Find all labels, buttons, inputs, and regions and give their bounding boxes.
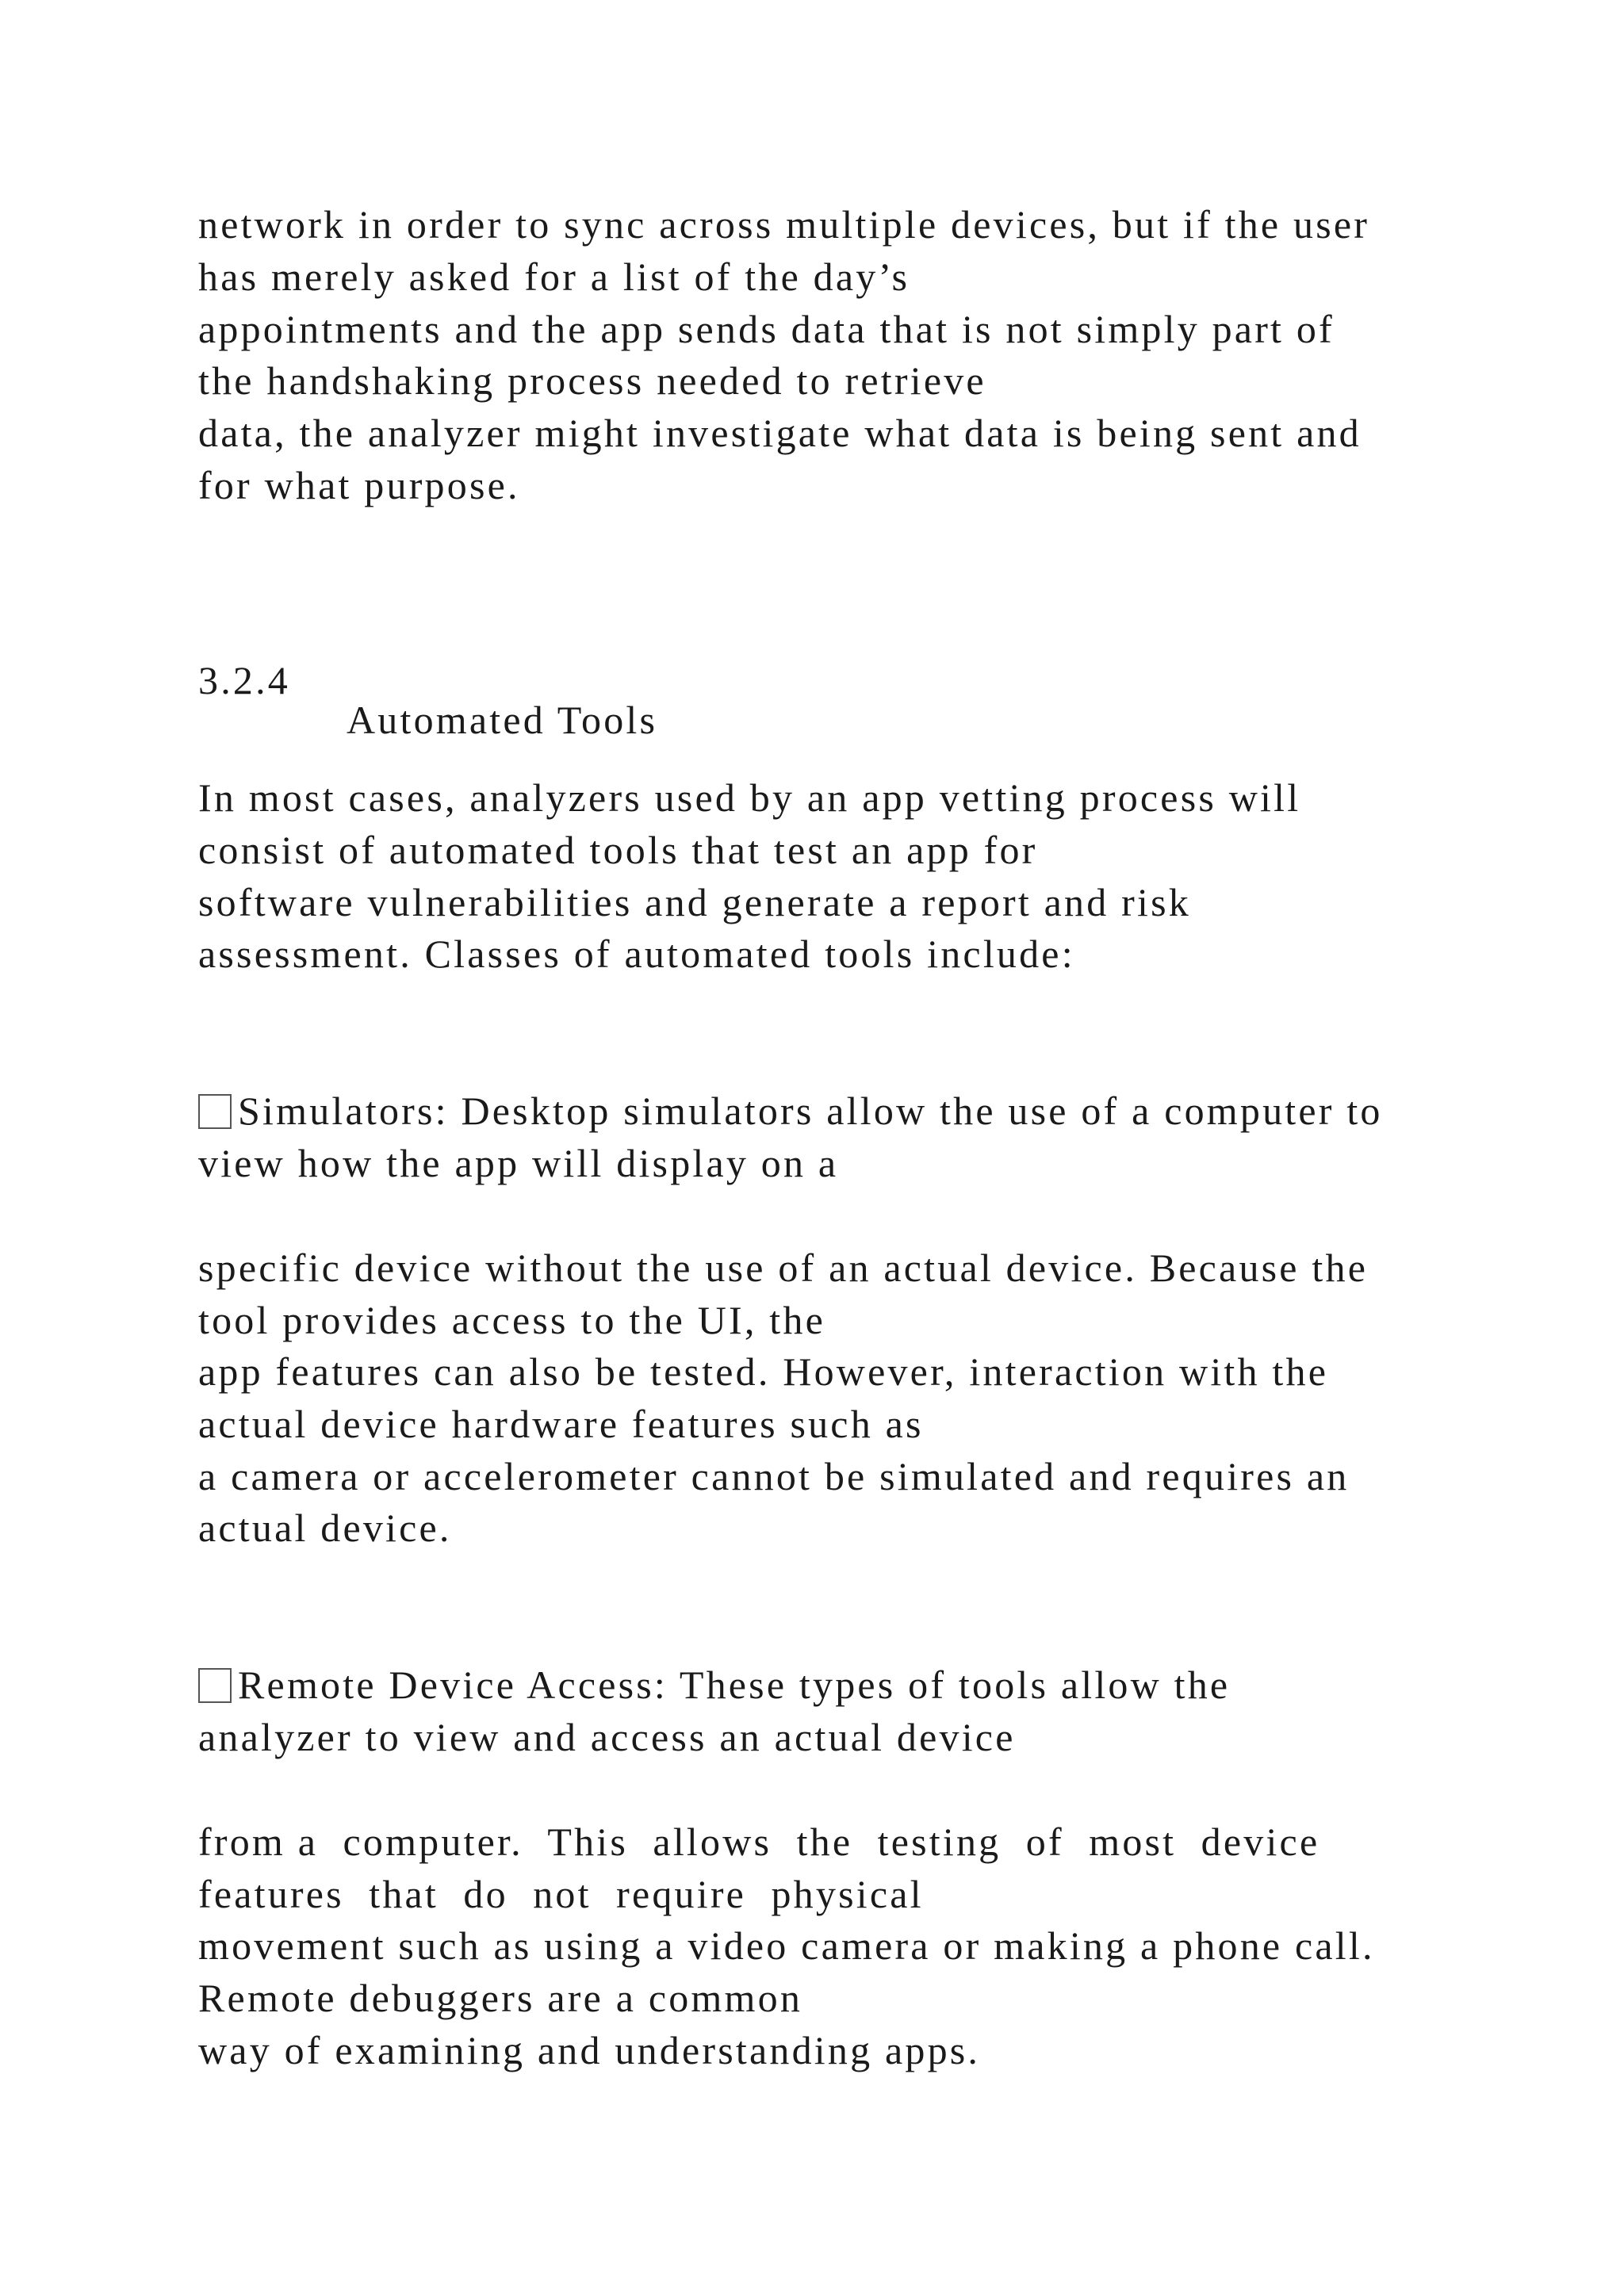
bullet-text: Simulators: Desktop simulators allow the use of a computer to [238, 1089, 1383, 1133]
body-text-line: analyzer to view and access an actual device [198, 1715, 1016, 1759]
bullet-text: Remote Device Access: These types of tools allow the [238, 1663, 1231, 1707]
body-text-line: app features can also be tested. However, interaction with the [198, 1349, 1329, 1394]
body-text-line: data, the analyzer might investigate what data is being sent and [198, 411, 1362, 455]
missing-glyph-icon [198, 1668, 232, 1703]
bullet-item-simulators [198, 1091, 1383, 1131]
bullet-item-remote-device-access [198, 1665, 1230, 1705]
body-text-line: the handshaking process needed to retrieve [198, 358, 986, 403]
body-text-line: specific device without the use of an actual device. Because the [198, 1246, 1369, 1290]
body-text-line: has merely asked for a list of the day’s [198, 254, 910, 299]
body-text-line: tool provides access to the UI, the [198, 1298, 825, 1342]
body-text-line: actual device. [198, 1506, 452, 1550]
body-text-line: a camera or accelerometer cannot be simulated and requires an [198, 1454, 1350, 1498]
body-text-line: movement such as using a video camera or making a phone call. [198, 1923, 1375, 1968]
body-text-line: In most cases, analyzers used by an app vetting process will [198, 775, 1301, 820]
section-number: 3.2.4 [198, 658, 290, 702]
section-title: Automated Tools [347, 698, 658, 742]
body-text-line: for what purpose. [198, 463, 520, 507]
body-text-line: actual device hardware features such as [198, 1402, 924, 1446]
body-text-line: network in order to sync across multiple devices, but if the user [198, 202, 1370, 247]
body-text-line: features that do not require physical [198, 1872, 924, 1916]
body-text-line: assessment. Classes of automated tools include: [198, 932, 1075, 976]
missing-glyph-icon [198, 1094, 232, 1129]
body-text-line: from a computer. This allows the testing of most device [198, 1820, 1320, 1864]
body-text-line: Remote debuggers are a common [198, 1976, 803, 2020]
body-text-line: way of examining and understanding apps. [198, 2028, 981, 2072]
body-text-line: consist of automated tools that test an app for [198, 828, 1038, 872]
body-text-line: appointments and the app sends data that is not simply part of [198, 307, 1335, 351]
section-heading [0, 621, 1624, 779]
body-text-line: software vulnerabilities and generate a report and risk [198, 880, 1191, 924]
body-text-line: view how the app will display on a [198, 1141, 839, 1185]
